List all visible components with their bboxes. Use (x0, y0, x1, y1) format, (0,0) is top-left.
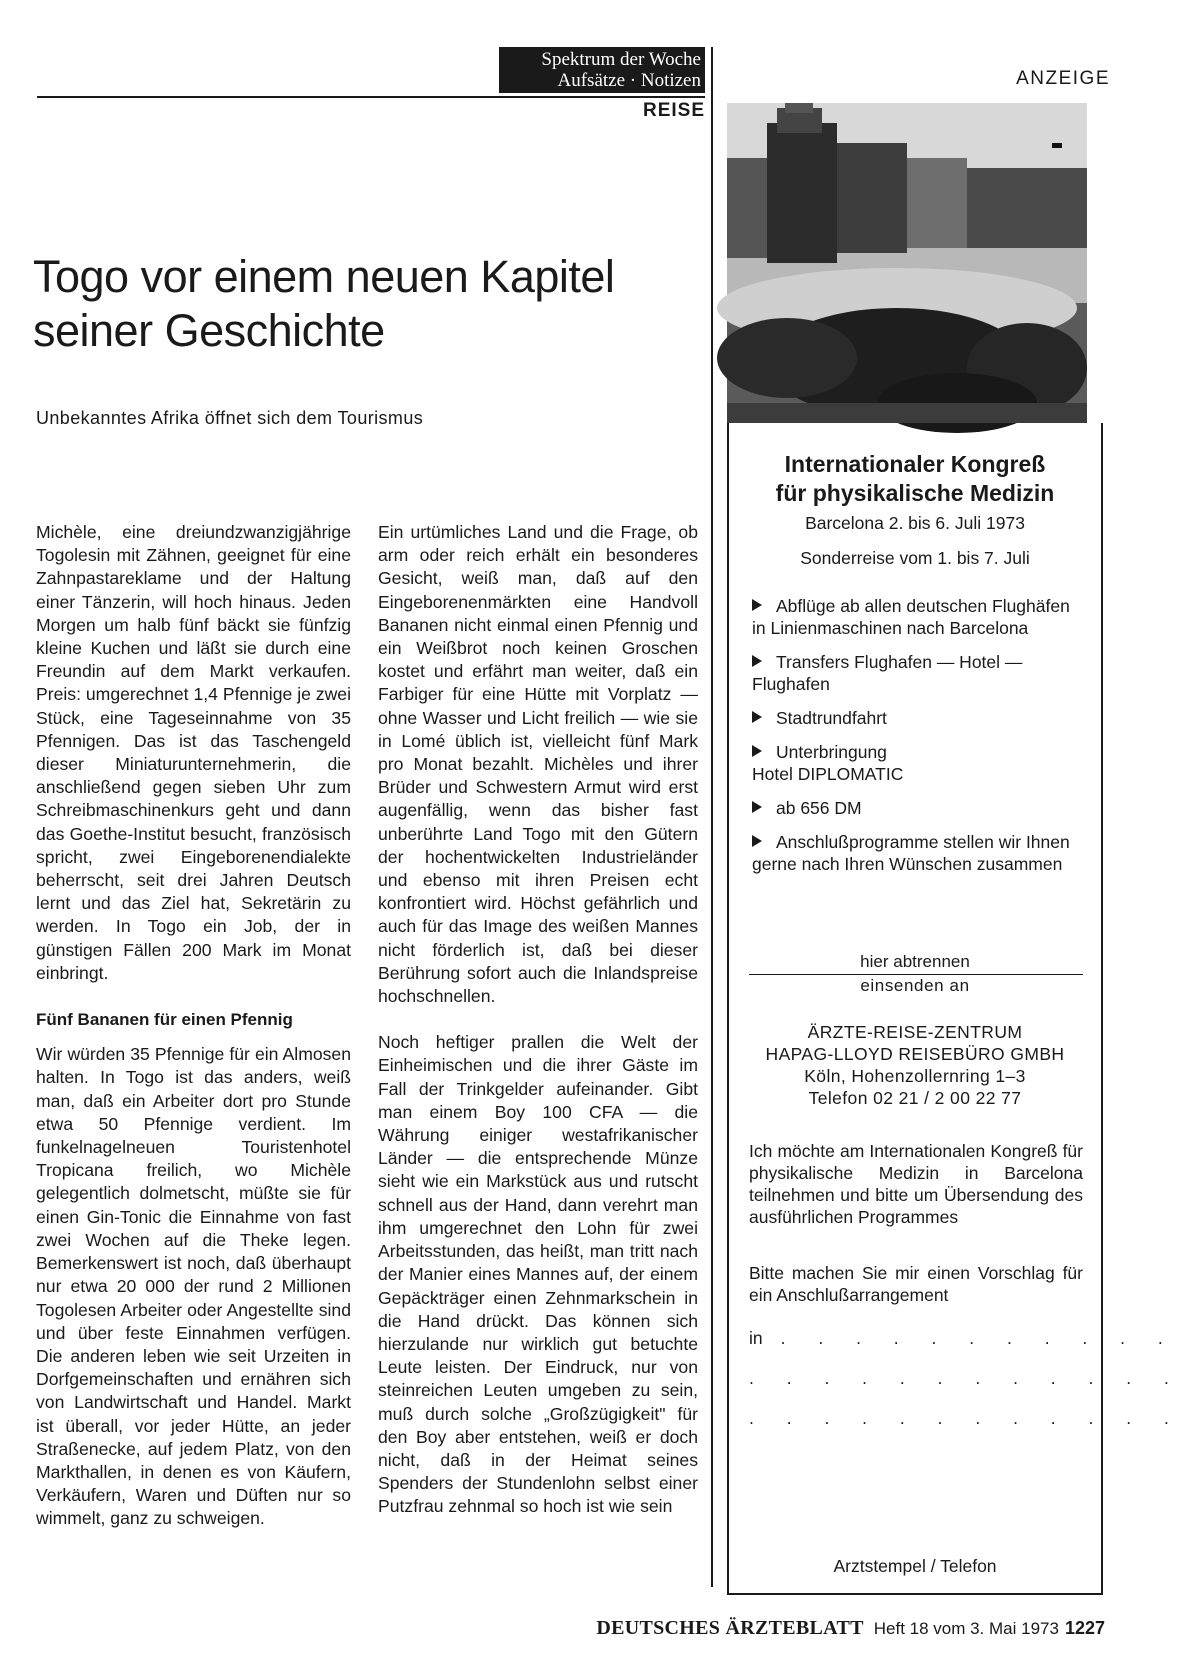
triangle-bullet-icon (752, 711, 762, 723)
article-subheading: Fünf Bananen für einen Pfennig (36, 1010, 293, 1030)
bullet-item: Transfers Flughafen — Hotel — Flughafen (752, 652, 1023, 694)
bullet-item: Anschlußprogramme stellen wir Ihnen gerne nach Ihren Wünschen zusammen (752, 832, 1070, 874)
address-line: Köln, Hohenzollernring 1–3 (804, 1066, 1026, 1086)
send-to-label: einsenden an (860, 976, 970, 995)
column-divider (711, 47, 713, 1587)
article-column-1 (36, 521, 351, 1554)
article-title (33, 250, 683, 358)
section-badge (499, 47, 705, 93)
stamp-phone-label: Arztstempel / Telefon (833, 1556, 997, 1576)
bullet-item: Stadtrundfahrt (752, 707, 1082, 729)
barcelona-photo (727, 103, 1087, 423)
registration-text: Ich möchte am Internationalen Kongreß für physikalische Medizin in Barcelona teilnehmen und bitte um Übersendung des ausführlichen Programmes (749, 1141, 1083, 1227)
hotel-name: Hotel DIPLOMATIC (752, 764, 904, 784)
city-square-photo-image (727, 103, 1087, 423)
ad-label: ANZEIGE (1016, 68, 1110, 89)
ad-headline (729, 450, 1101, 508)
paragraph: Wir würden 35 Pfennige für ein Almosen halten. In Togo ist das anders, weiß man, daß ein Arbeiter dort pro Stunde etwa 50 Pfennige verdient. Im funkelnagelneuen Touristenhotel Tropicana freilich, wo Michèle gelegentlich dolmetscht, müßte sie für einen Gin-Tonic die Einnahme von fast zwei Wochen auf die Theke legen. Bemerkenswert ist noch, daß überhaupt nur etwa 20 000 der rund 2 Millionen Togolesen Arbeiter oder Angestellte sind und über feste Einnahmen verfügen. Die anderen leben wie seit Urzeiten in Dorfgemeinschaften und ernähren sich von Landwirtschaft und Handel. Markt ist überall, vor jeder Hütte, an jeder Straßenecke, auf jedem Platz, von den Markthallen, in denen es von Käufern, Verkäufern, Waren und Düften nur so wimmelt, ganz zu schweigen. (36, 1044, 351, 1529)
ad-bullet-list (752, 595, 1082, 887)
address-line: HAPAG-LLOYD REISEBÜRO GMBH (765, 1044, 1065, 1064)
triangle-bullet-icon (752, 745, 762, 757)
form-fill-line[interactable]: in . . . . . . . . . . . (749, 1328, 1177, 1348)
form-fill-line[interactable]: . . . . . . . . . . . . (749, 1408, 1183, 1428)
agency-address (729, 1021, 1101, 1109)
journal-name: DEUTSCHES ÄRZTEBLATT (596, 1617, 864, 1639)
category-label: REISE (642, 100, 705, 121)
page-number: 1227 (1064, 1618, 1105, 1638)
article-subtitle: Unbekanntes Afrika öffnet sich dem Tourismus (36, 408, 424, 428)
form-fill-line[interactable]: . . . . . . . . . . . . (749, 1368, 1183, 1388)
bullet-item: Abflüge ab allen deutschen Flughäfen in Linienmaschinen nach Barcelona (752, 596, 1070, 638)
issue-info: Heft 18 vom 3. Mai 1973 (873, 1619, 1059, 1638)
paragraph: Ein urtümliches Land und die Frage, ob arm oder reich erhält ein besonderes Gesicht, weiß man, daß auf den Eingeborenenmärkten eine Handvoll Bananen nicht einmal einen Pfennig und ein Weißbrot noch keinen Groschen kostet und erfährt man weiter, daß ein Farbiger für eine Hütte mit Vorplatz — ohne Wasser und Licht freilich — wie sie in Lomé üblich ist, vielleicht fünf Mark pro Monat bezahlt. Michèles und ihrer Brüder und Schwestern Armut wird erst augenfällig, wenn das bisher fast unberührte Land Togo mit den Gütern der hochentwickelten Industrieländer und ebenso mit ihren Preisen echt konfrontiert wird. Höchst gefährlich und auch für das Image des weißen Mannes nicht förderlich ist, daß bei dieser Berührung sofort auch die Inlandspreise hochschnellen. (378, 522, 698, 1007)
title-line-2: seiner Geschichte (33, 305, 385, 356)
section-line-1: Spektrum der Woche (541, 49, 701, 70)
section-line-2: Aufsätze · Notizen (557, 70, 701, 91)
arrangement-request-text: Bitte machen Sie mir einen Vorschlag für ein Anschlußarrangement (749, 1263, 1083, 1305)
bullet-item: Unterbringung Hotel DIPLOMATIC (752, 742, 904, 784)
triangle-bullet-icon (752, 801, 762, 813)
title-line-1: Togo vor einem neuen Kapitel (33, 251, 615, 302)
triangle-bullet-icon (752, 655, 762, 667)
header-rule (37, 96, 705, 98)
address-line: Telefon 02 21 / 2 00 22 77 (808, 1088, 1022, 1108)
triangle-bullet-icon (752, 599, 762, 611)
triangle-bullet-icon (752, 835, 762, 847)
headline-line-2: für physikalische Medizin (775, 480, 1055, 506)
paragraph: Noch heftiger prallen die Welt der Einheimischen und die ihrer Gäste im Fall der Trinkgelder aufeinander. Gibt man einem Boy 100 CFA — die Währung einiger westafrikanischer Länder — die entsprechende Münze sieht wie ein Markstück aus und rutscht schnell aus der Hand, dann verehrt man ihm umgerechnet den Lohn für zwei Arbeitsstunden, das heißt, man tritt nach der Manier eines Mannes auf, der einem Gepäckträger einen Zehnmarkschein in die Hand drückt. Das können sich hierzulande nur wirklich gut betuchte Leute leisten. Der Eindruck, nur von steinreichen Leuten umgeben zu sein, muß durch solche „Großzügigkeit" für den Boy aber entstehen, weiß er doch nicht, daß in der Heimat seines Spenders der Stundenlohn selbst einer Putzfrau zehnmal so hoch ist wie sein (378, 1032, 698, 1517)
cut-here-label: hier abtrennen (860, 952, 970, 971)
advertisement-box (727, 423, 1183, 1595)
cut-line (749, 974, 1083, 975)
page-footer (500, 1617, 1105, 1640)
bullet-item: ab 656 DM (752, 797, 1082, 819)
article-column-2 (378, 521, 698, 1542)
paragraph: Michèle, eine dreiundzwanzigjährige Togolesin mit Zähnen, geeignet für eine Zahnpastareklame und der Haltung einer Tänzerin, will hoch hinaus. Jeden Morgen um halb fünf bäckt sie fünfzig kleine Kuchen und läßt sie durch eine Freundin auf dem Markt verkaufen. Preis: umgerechnet 1,4 Pfennige je zwei Stück, eine Tageseinnahme von 35 Pfennigen. Das ist das Taschengeld dieser Miniaturunternehmerin, die anschließend gegen sieben Uhr zum Schreibmaschinenkurs geht und dann das Goethe-Institut besucht, französisch spricht, zwei Eingeborenendialekte beherrscht, seit drei Jahren Deutsch lernt und das Ziel hat, Sekretärin zu werden. In Togo ein Job, der in günstigen Fällen 200 Mark im Monat einbringt. (36, 522, 351, 983)
in-label: in (749, 1328, 763, 1348)
headline-line-1: Internationaler Kongreß (784, 451, 1046, 477)
special-trip-dates: Sonderreise vom 1. bis 7. Juli (800, 548, 1030, 568)
address-line: ÄRZTE-REISE-ZENTRUM (807, 1022, 1023, 1042)
congress-dates: Barcelona 2. bis 6. Juli 1973 (805, 513, 1025, 533)
